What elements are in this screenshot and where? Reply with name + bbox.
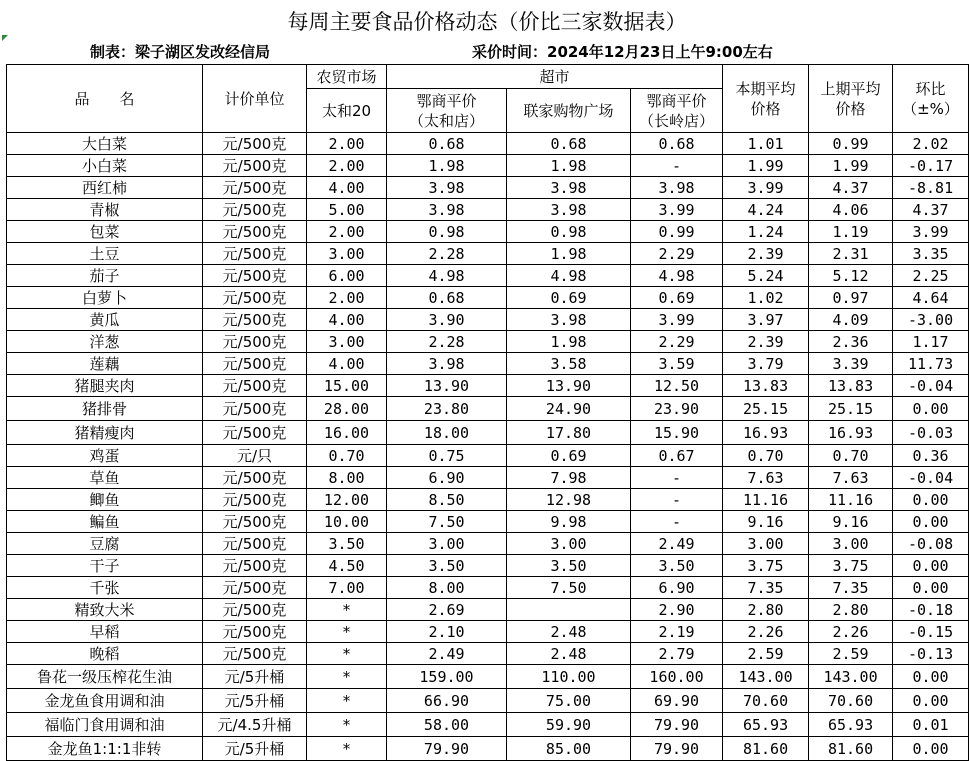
table-row	[7, 375, 969, 397]
store1-price: 2.69	[387, 599, 507, 621]
item-unit: 元/500克	[203, 643, 307, 665]
table-row	[7, 177, 969, 199]
current-avg-price: 70.60	[723, 689, 809, 713]
current-avg-price: 3.75	[723, 555, 809, 577]
current-avg-price: 2.80	[723, 599, 809, 621]
item-unit: 元/500克	[203, 577, 307, 599]
market-price: *	[307, 713, 387, 737]
item-name: 草鱼	[7, 467, 203, 489]
store3-price: 3.99	[631, 199, 723, 221]
item-name: 土豆	[7, 243, 203, 265]
store2-price	[507, 599, 631, 621]
ratio-value: 0.00	[893, 665, 969, 689]
item-name: 青椒	[7, 199, 203, 221]
price-table	[6, 64, 969, 761]
store1-price: 8.50	[387, 489, 507, 511]
market-price: 5.00	[307, 199, 387, 221]
current-avg-price: 2.39	[723, 331, 809, 353]
ratio-value: 0.00	[893, 577, 969, 599]
store1-price: 7.50	[387, 511, 507, 533]
market-price: 2.00	[307, 221, 387, 243]
previous-avg-price: 81.60	[809, 737, 893, 761]
item-name: 猪腿夹肉	[7, 375, 203, 397]
item-name: 西红柿	[7, 177, 203, 199]
current-avg-price: 1.02	[723, 287, 809, 309]
market-price: 16.00	[307, 421, 387, 445]
ratio-value: 2.25	[893, 265, 969, 287]
store1-price: 2.10	[387, 621, 507, 643]
store3-price: 2.29	[631, 331, 723, 353]
store3-price: -	[631, 155, 723, 177]
store1-price: 58.00	[387, 713, 507, 737]
store2-price: 3.98	[507, 177, 631, 199]
table-row	[7, 353, 969, 375]
store2-price: 4.98	[507, 265, 631, 287]
ratio-value: -0.04	[893, 467, 969, 489]
previous-avg-price: 5.12	[809, 265, 893, 287]
item-unit: 元/500克	[203, 621, 307, 643]
item-unit: 元/500克	[203, 177, 307, 199]
store1-price: 3.90	[387, 309, 507, 331]
item-unit: 元/500克	[203, 265, 307, 287]
store1-price: 3.98	[387, 353, 507, 375]
table-row	[7, 621, 969, 643]
item-name: 千张	[7, 577, 203, 599]
current-avg-price: 2.59	[723, 643, 809, 665]
table-row	[7, 689, 969, 713]
store2-price: 1.98	[507, 331, 631, 353]
market-price: 15.00	[307, 375, 387, 397]
current-avg-price: 3.79	[723, 353, 809, 375]
ratio-value: -0.03	[893, 421, 969, 445]
ratio-value: 0.00	[893, 689, 969, 713]
store2-price: 9.98	[507, 511, 631, 533]
table-maker: 制表：梁子湖区发改经信局	[90, 42, 271, 61]
current-avg-price: 2.26	[723, 621, 809, 643]
previous-avg-price: 4.09	[809, 309, 893, 331]
item-name: 莲藕	[7, 353, 203, 375]
header-current-avg: 本期平均 价格	[723, 65, 809, 133]
item-unit: 元/500克	[203, 533, 307, 555]
item-name: 猪精瘦肉	[7, 421, 203, 445]
item-unit: 元/500克	[203, 467, 307, 489]
ratio-value: 0.00	[893, 397, 969, 421]
store3-price: 79.90	[631, 737, 723, 761]
current-avg-price: 1.01	[723, 133, 809, 155]
ratio-value: -0.15	[893, 621, 969, 643]
ratio-value: -0.04	[893, 375, 969, 397]
store1-price: 79.90	[387, 737, 507, 761]
store1-price: 66.90	[387, 689, 507, 713]
current-avg-price: 1.99	[723, 155, 809, 177]
previous-avg-price: 3.75	[809, 555, 893, 577]
store3-price: 79.90	[631, 713, 723, 737]
item-unit: 元/500克	[203, 397, 307, 421]
table-row	[7, 243, 969, 265]
store1-price: 2.49	[387, 643, 507, 665]
ratio-value: -8.81	[893, 177, 969, 199]
header-name: 品 名	[7, 65, 203, 133]
table-row	[7, 533, 969, 555]
store2-price: 1.98	[507, 243, 631, 265]
store1-price: 23.80	[387, 397, 507, 421]
item-name: 鲫鱼	[7, 489, 203, 511]
ratio-value: -0.18	[893, 599, 969, 621]
store3-price: 3.59	[631, 353, 723, 375]
store3-price: 6.90	[631, 577, 723, 599]
store2-price: 0.69	[507, 287, 631, 309]
header-market-taihe: 太和20	[307, 89, 387, 133]
header-supermarket-group: 超市	[387, 65, 723, 89]
table-row	[7, 309, 969, 331]
store3-price: 23.90	[631, 397, 723, 421]
current-avg-price: 9.16	[723, 511, 809, 533]
current-avg-price: 16.93	[723, 421, 809, 445]
header-previous-avg: 上期平均 价格	[809, 65, 893, 133]
previous-avg-price: 0.99	[809, 133, 893, 155]
store3-price: 2.49	[631, 533, 723, 555]
store2-price: 3.00	[507, 533, 631, 555]
table-row	[7, 397, 969, 421]
item-unit: 元/500克	[203, 133, 307, 155]
ratio-value: 3.35	[893, 243, 969, 265]
previous-avg-price: 2.26	[809, 621, 893, 643]
item-name: 金龙鱼1:1:1非转	[7, 737, 203, 761]
table-row	[7, 489, 969, 511]
store1-price: 8.00	[387, 577, 507, 599]
table-row	[7, 445, 969, 467]
item-name: 茄子	[7, 265, 203, 287]
item-name: 晚稻	[7, 643, 203, 665]
store3-price: 3.99	[631, 309, 723, 331]
header-ratio: 环比 （±%）	[893, 65, 969, 133]
current-avg-price: 3.97	[723, 309, 809, 331]
store2-price: 2.48	[507, 643, 631, 665]
item-name: 大白菜	[7, 133, 203, 155]
current-avg-price: 0.70	[723, 445, 809, 467]
market-price: 4.00	[307, 177, 387, 199]
market-price: 4.50	[307, 555, 387, 577]
previous-avg-price: 0.97	[809, 287, 893, 309]
market-price: 2.00	[307, 155, 387, 177]
item-name: 鲁花一级压榨花生油	[7, 665, 203, 689]
cell-comment-marker	[2, 35, 8, 41]
item-name: 白萝卜	[7, 287, 203, 309]
store1-price: 18.00	[387, 421, 507, 445]
table-row	[7, 155, 969, 177]
store2-price: 85.00	[507, 737, 631, 761]
store3-price: 2.19	[631, 621, 723, 643]
previous-avg-price: 25.15	[809, 397, 893, 421]
market-price: *	[307, 665, 387, 689]
market-price: *	[307, 643, 387, 665]
store3-price: 3.98	[631, 177, 723, 199]
store3-price: 12.50	[631, 375, 723, 397]
item-name: 洋葱	[7, 331, 203, 353]
previous-avg-price: 2.80	[809, 599, 893, 621]
item-unit: 元/500克	[203, 155, 307, 177]
store2-price: 3.98	[507, 199, 631, 221]
ratio-value: -0.13	[893, 643, 969, 665]
table-row	[7, 199, 969, 221]
item-unit: 元/5升桶	[203, 689, 307, 713]
table-row	[7, 599, 969, 621]
item-unit: 元/500克	[203, 599, 307, 621]
store1-price: 1.98	[387, 155, 507, 177]
market-price: 4.00	[307, 353, 387, 375]
store2-price: 24.90	[507, 397, 631, 421]
item-unit: 元/500克	[203, 331, 307, 353]
item-unit: 元/500克	[203, 555, 307, 577]
table-row	[7, 331, 969, 353]
market-price: 3.00	[307, 243, 387, 265]
item-name: 鳊鱼	[7, 511, 203, 533]
store3-price: 160.00	[631, 665, 723, 689]
store3-price: -	[631, 467, 723, 489]
store3-price: 0.67	[631, 445, 723, 467]
item-name: 包菜	[7, 221, 203, 243]
previous-avg-price: 65.93	[809, 713, 893, 737]
previous-avg-price: 2.36	[809, 331, 893, 353]
store1-price: 0.75	[387, 445, 507, 467]
ratio-value: 0.01	[893, 713, 969, 737]
item-unit: 元/500克	[203, 353, 307, 375]
store2-price: 3.58	[507, 353, 631, 375]
market-price: 4.00	[307, 309, 387, 331]
store1-price: 3.00	[387, 533, 507, 555]
current-avg-price: 3.99	[723, 177, 809, 199]
market-price: 2.00	[307, 287, 387, 309]
header-row-1	[7, 65, 969, 89]
store1-price: 4.98	[387, 265, 507, 287]
item-unit: 元/500克	[203, 511, 307, 533]
previous-avg-price: 70.60	[809, 689, 893, 713]
store3-price: 2.29	[631, 243, 723, 265]
item-unit: 元/500克	[203, 489, 307, 511]
current-avg-price: 2.39	[723, 243, 809, 265]
store3-price: 0.69	[631, 287, 723, 309]
store1-price: 3.50	[387, 555, 507, 577]
store2-price: 3.50	[507, 555, 631, 577]
store1-price: 159.00	[387, 665, 507, 689]
collection-time: 采价时间：2024年12月23日上午9:00左右	[472, 42, 773, 61]
store2-price: 75.00	[507, 689, 631, 713]
previous-avg-price: 1.99	[809, 155, 893, 177]
store2-price: 0.68	[507, 133, 631, 155]
store2-price: 12.98	[507, 489, 631, 511]
item-name: 豆腐	[7, 533, 203, 555]
store2-price: 0.69	[507, 445, 631, 467]
table-row	[7, 287, 969, 309]
store3-price: 4.98	[631, 265, 723, 287]
current-avg-price: 5.24	[723, 265, 809, 287]
market-price: 0.70	[307, 445, 387, 467]
current-avg-price: 7.35	[723, 577, 809, 599]
ratio-value: -0.17	[893, 155, 969, 177]
current-avg-price: 13.83	[723, 375, 809, 397]
market-price: 12.00	[307, 489, 387, 511]
market-price: 8.00	[307, 467, 387, 489]
table-row	[7, 665, 969, 689]
market-price: *	[307, 599, 387, 621]
store1-price: 0.68	[387, 287, 507, 309]
ratio-value: 4.37	[893, 199, 969, 221]
item-name: 干子	[7, 555, 203, 577]
market-price: 10.00	[307, 511, 387, 533]
store1-price: 2.28	[387, 243, 507, 265]
item-name: 猪排骨	[7, 397, 203, 421]
price-table-body	[7, 133, 969, 761]
item-name: 福临门食用调和油	[7, 713, 203, 737]
previous-avg-price: 1.19	[809, 221, 893, 243]
ratio-value: 1.17	[893, 331, 969, 353]
table-row	[7, 643, 969, 665]
header-unit: 计价单位	[203, 65, 307, 133]
current-avg-price: 3.00	[723, 533, 809, 555]
store3-price: 15.90	[631, 421, 723, 445]
previous-avg-price: 2.59	[809, 643, 893, 665]
ratio-value: 4.64	[893, 287, 969, 309]
header-store-lianjia: 联家购物广场	[507, 89, 631, 133]
store3-price: 2.90	[631, 599, 723, 621]
ratio-value: 2.02	[893, 133, 969, 155]
store2-price: 1.98	[507, 155, 631, 177]
store3-price: 3.50	[631, 555, 723, 577]
previous-avg-price: 11.16	[809, 489, 893, 511]
item-unit: 元/5升桶	[203, 737, 307, 761]
item-name: 黄瓜	[7, 309, 203, 331]
store2-price: 59.90	[507, 713, 631, 737]
item-unit: 元/500克	[203, 309, 307, 331]
item-name: 金龙鱼食用调和油	[7, 689, 203, 713]
previous-avg-price: 143.00	[809, 665, 893, 689]
previous-avg-price: 13.83	[809, 375, 893, 397]
store2-price: 17.80	[507, 421, 631, 445]
previous-avg-price: 16.93	[809, 421, 893, 445]
table-row	[7, 265, 969, 287]
table-row	[7, 221, 969, 243]
store1-price: 6.90	[387, 467, 507, 489]
current-avg-price: 4.24	[723, 199, 809, 221]
ratio-value: -0.08	[893, 533, 969, 555]
previous-avg-price: 3.39	[809, 353, 893, 375]
table-row	[7, 713, 969, 737]
market-price: *	[307, 621, 387, 643]
item-unit: 元/500克	[203, 243, 307, 265]
current-avg-price: 143.00	[723, 665, 809, 689]
store2-price: 7.98	[507, 467, 631, 489]
table-row	[7, 737, 969, 761]
item-unit: 元/4.5升桶	[203, 713, 307, 737]
item-unit: 元/500克	[203, 375, 307, 397]
current-avg-price: 81.60	[723, 737, 809, 761]
previous-avg-price: 3.00	[809, 533, 893, 555]
store1-price: 3.98	[387, 177, 507, 199]
market-price: *	[307, 737, 387, 761]
store1-price: 2.28	[387, 331, 507, 353]
store3-price: 0.68	[631, 133, 723, 155]
table-title: 每周主要食品价格动态（价比三家数据表）	[287, 9, 687, 34]
market-price: 28.00	[307, 397, 387, 421]
previous-avg-price: 9.16	[809, 511, 893, 533]
store2-price: 7.50	[507, 577, 631, 599]
current-avg-price: 7.63	[723, 467, 809, 489]
store2-price: 13.90	[507, 375, 631, 397]
store2-price: 3.98	[507, 309, 631, 331]
store3-price: -	[631, 489, 723, 511]
item-name: 小白菜	[7, 155, 203, 177]
previous-avg-price: 2.31	[809, 243, 893, 265]
ratio-value: 11.73	[893, 353, 969, 375]
ratio-value: 0.00	[893, 511, 969, 533]
ratio-value: 0.36	[893, 445, 969, 467]
store2-price: 0.98	[507, 221, 631, 243]
previous-avg-price: 7.35	[809, 577, 893, 599]
store1-price: 0.98	[387, 221, 507, 243]
header-store-eshang-changling: 鄂商平价 （长岭店）	[631, 89, 723, 133]
store3-price: 2.79	[631, 643, 723, 665]
item-unit: 元/只	[203, 445, 307, 467]
item-unit: 元/500克	[203, 287, 307, 309]
market-price: 6.00	[307, 265, 387, 287]
table-row	[7, 421, 969, 445]
store1-price: 0.68	[387, 133, 507, 155]
current-avg-price: 65.93	[723, 713, 809, 737]
current-avg-price: 25.15	[723, 397, 809, 421]
store1-price: 3.98	[387, 199, 507, 221]
table-row	[7, 511, 969, 533]
market-price: 3.50	[307, 533, 387, 555]
store1-price: 13.90	[387, 375, 507, 397]
current-avg-price: 11.16	[723, 489, 809, 511]
previous-avg-price: 0.70	[809, 445, 893, 467]
previous-avg-price: 7.63	[809, 467, 893, 489]
ratio-value: 3.99	[893, 221, 969, 243]
table-row	[7, 577, 969, 599]
market-price: 7.00	[307, 577, 387, 599]
header-market-group: 农贸市场	[307, 65, 387, 89]
store2-price: 110.00	[507, 665, 631, 689]
current-avg-price: 1.24	[723, 221, 809, 243]
table-row	[7, 555, 969, 577]
table-row	[7, 467, 969, 489]
item-name: 早稻	[7, 621, 203, 643]
item-unit: 元/500克	[203, 221, 307, 243]
previous-avg-price: 4.06	[809, 199, 893, 221]
ratio-value: 0.00	[893, 737, 969, 761]
header-store-eshang-taihe: 鄂商平价 （太和店）	[387, 89, 507, 133]
ratio-value: 0.00	[893, 489, 969, 511]
store3-price: 69.90	[631, 689, 723, 713]
market-price: 3.00	[307, 331, 387, 353]
market-price: *	[307, 689, 387, 713]
store3-price: 0.99	[631, 221, 723, 243]
previous-avg-price: 4.37	[809, 177, 893, 199]
store3-price: -	[631, 511, 723, 533]
store2-price: 2.48	[507, 621, 631, 643]
ratio-value: 0.00	[893, 555, 969, 577]
table-row	[7, 133, 969, 155]
item-name: 鸡蛋	[7, 445, 203, 467]
item-unit: 元/500克	[203, 421, 307, 445]
market-price: 2.00	[307, 133, 387, 155]
ratio-value: -3.00	[893, 309, 969, 331]
item-unit: 元/500克	[203, 199, 307, 221]
item-unit: 元/5升桶	[203, 665, 307, 689]
item-name: 精致大米	[7, 599, 203, 621]
